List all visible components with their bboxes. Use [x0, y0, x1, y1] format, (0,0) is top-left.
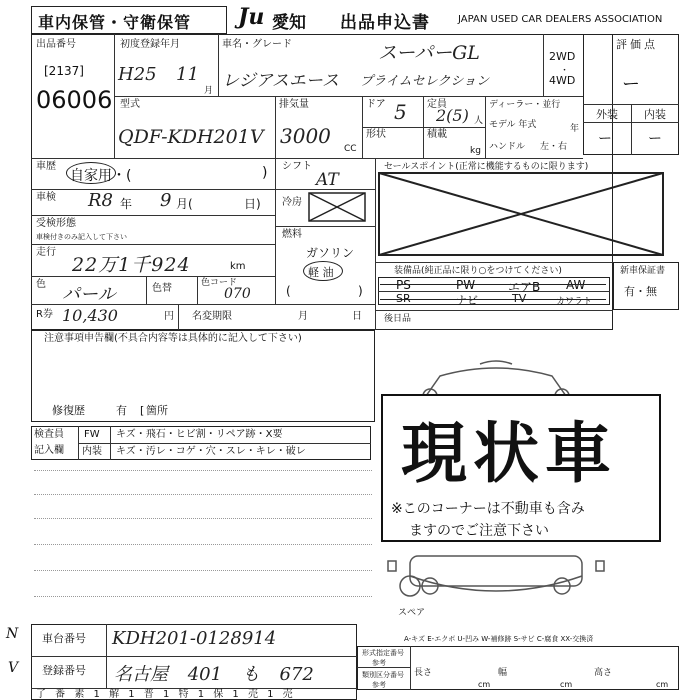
car-grade-2: プライムセレクション	[360, 74, 490, 89]
doors-value: 5	[394, 100, 407, 124]
color-value: パール	[62, 284, 116, 305]
fw-label: FW	[84, 429, 100, 440]
aircon-cross-box-icon	[308, 192, 366, 222]
handle-label: ハンドル	[489, 142, 526, 152]
color-swap-label: 色替	[152, 283, 172, 294]
mileage-label: 走行	[36, 247, 56, 258]
dim-length-unit: cm	[478, 680, 491, 689]
equipment-item-aw: AW	[566, 278, 586, 292]
rating-value: ー	[622, 74, 640, 95]
capacity-unit: 人	[474, 116, 484, 126]
capacity-label: 定員	[427, 99, 447, 110]
equipment-item-airbag: エアB	[508, 280, 541, 294]
shift-label: シフト	[282, 161, 312, 172]
rating-label: 評価点	[616, 38, 658, 51]
inspection-month-unit: 月(	[176, 197, 193, 211]
recycle-value: 10,430	[62, 306, 118, 325]
type-spec-label: 形式指定番号	[362, 649, 404, 657]
fuel-options: 軽 油	[308, 266, 334, 279]
inspection-label: 車検	[36, 192, 56, 203]
fuel-paren-open: (	[286, 284, 291, 298]
brand-name: 愛知	[272, 13, 306, 33]
displacement-unit: CC	[344, 144, 357, 154]
ju-logo: Ju	[238, 4, 265, 30]
interior-check-label: 内装	[82, 446, 102, 457]
stamp-note-2: ますのでご注意下さい	[409, 523, 549, 539]
repair-location-bracket: [	[140, 404, 145, 417]
load-unit: kg	[470, 146, 481, 156]
sales-points-cross-icon	[378, 172, 664, 256]
inspection-month: 9	[160, 190, 172, 211]
warranty-label: 新車保証書	[620, 266, 666, 276]
registration-month: 11	[176, 64, 199, 85]
dim-width-label: 幅	[498, 668, 508, 678]
doors-label: ドア	[366, 99, 386, 110]
equipment-item-sr: SR	[396, 292, 411, 305]
spare-label: スペア	[398, 608, 426, 618]
inspection-era: R8	[88, 190, 114, 211]
shift-value: AT	[316, 170, 339, 190]
drive-separator: ・	[560, 66, 570, 76]
warranty-options: 有・無	[624, 285, 657, 298]
dealer-label: ディーラー・並行	[489, 100, 561, 110]
car-name-label: 車名・グレード	[222, 39, 292, 50]
color-label: 色	[36, 279, 46, 290]
plate-mark: V	[8, 660, 19, 676]
repair-history-value: 有	[116, 404, 127, 417]
notes-label: 注意事項申告欄(不具合内容等は具体的に記入して下さい)	[44, 333, 302, 344]
equipment-item-pw: PW	[456, 278, 476, 292]
drive-4wd: 4WD	[549, 74, 576, 87]
equipment-item-camera: カワラト	[556, 297, 593, 307]
mileage-unit: km	[230, 261, 246, 272]
interior-check-items: キズ・汚レ・コゲ・穴・スレ・キレ・破レ	[116, 446, 306, 457]
stamp-note-1: ※このコーナーは不動車も含み	[391, 501, 585, 517]
stamp-title: 現状車	[401, 415, 617, 492]
repair-form-note: 車検付きのみ記入して下さい	[36, 233, 127, 241]
deadline-month-unit: 月	[298, 311, 308, 322]
displacement-value: 3000	[280, 124, 331, 148]
association-name: JAPAN USED CAR DEALERS ASSOCIATION	[458, 14, 663, 25]
interior-label: 内装	[644, 108, 666, 121]
chassis-value: KDH201-0128914	[112, 628, 277, 649]
equipment-strike-2	[380, 299, 606, 300]
mileage-value: 22万1千924	[72, 254, 191, 276]
aircon-label: 冷房	[282, 197, 302, 208]
type-spec-ref: 参考	[372, 659, 386, 667]
bottom-row: 了 番 素 1 解 1 普 1 特 1 保 1 売 1 売	[36, 689, 293, 700]
car-grade-1: スーパーGL	[378, 42, 480, 64]
history-close: )	[262, 165, 268, 181]
model-year-label: モデル 年式	[489, 120, 537, 130]
equipment-label: 装備品(純正品に限り○をつけてください)	[394, 266, 562, 276]
chassis-label: 車台番号	[42, 632, 86, 645]
class-spec-ref: 参考	[372, 681, 386, 689]
registration-label: 初度登録年月	[120, 39, 180, 50]
load-label: 積載	[427, 129, 447, 140]
equipment-item-tv: TV	[512, 292, 527, 305]
equipment-item-ps: PS	[396, 278, 411, 292]
class-spec-label: 類別区分番号	[362, 671, 404, 679]
shape-label: 形状	[366, 129, 386, 140]
history-label: 車歴	[36, 161, 56, 172]
equipment-strike-1	[380, 284, 606, 285]
dim-height-label: 高さ	[594, 668, 613, 678]
header-left-box	[31, 6, 227, 34]
dim-height-unit: cm	[656, 680, 669, 689]
registration-month-unit: 月	[204, 86, 214, 96]
deadline-label: 名変期限	[192, 311, 232, 322]
fuel-paren-close: )	[358, 284, 363, 298]
lot-number: 06006	[36, 86, 113, 114]
color-code-value: 070	[224, 286, 251, 302]
model-label: 型式	[120, 99, 140, 110]
displacement-label: 排気量	[279, 99, 309, 110]
deadline-day-unit: 日	[352, 311, 362, 322]
dim-length-label: 長さ	[414, 668, 433, 678]
registration-year: H25	[118, 64, 157, 85]
drive-2wd: 2WD	[549, 50, 576, 63]
car-name: レジアスエース	[222, 71, 340, 91]
inspector-label-1: 検査員	[34, 429, 64, 440]
fw-items: キズ・飛石・ヒビ割・リペア跡・X要	[116, 429, 283, 440]
exterior-value: ー	[598, 131, 612, 147]
repair-form-label: 受検形態	[36, 218, 76, 229]
recycle-label: R券	[36, 309, 53, 320]
plate-value: 名古屋 401 も 672	[114, 664, 314, 685]
spec-box	[357, 646, 679, 690]
model-value: QDF-KDH201V	[118, 126, 264, 148]
interior-value: ー	[648, 131, 662, 147]
inspection-day-unit: 日)	[244, 197, 261, 211]
inspector-label-2: 記入欄	[34, 445, 64, 456]
history-value: 自家用・(	[70, 168, 132, 184]
equipment-item-navi: ナビ	[456, 294, 478, 307]
inspection-year-unit: 年	[120, 197, 133, 211]
aftermarket-label: 後日品	[384, 314, 412, 324]
exterior-label: 外装	[596, 108, 618, 121]
form-title: 出品申込書	[340, 13, 430, 33]
fuel-value: ガソリン	[306, 246, 355, 260]
lot-code: [2137]	[44, 64, 84, 78]
storage-title: 車内保管・守衛保管	[38, 13, 192, 32]
recycle-unit: 円	[164, 311, 174, 322]
sales-points-label: セールスポイント(正常に機能するものに限ります)	[384, 162, 589, 172]
dim-width-unit: cm	[560, 680, 573, 689]
lot-label: 出品番号	[36, 39, 76, 50]
plate-label: 登録番号	[42, 664, 86, 677]
chassis-mark: N	[6, 626, 19, 642]
damage-legend: A-キズ E-エクボ U-凹み W-補修跡 S-サビ C-腐食 XX-交換済	[404, 635, 594, 643]
handle-options: 左・右	[540, 142, 568, 152]
repair-history-label: 修復歴	[52, 404, 85, 417]
model-year-unit: 年	[570, 124, 580, 134]
fuel-label: 燃料	[282, 229, 302, 240]
repair-location-label: 箇所	[146, 404, 168, 417]
current-condition-stamp	[381, 394, 661, 542]
color-code-label: 色コード	[201, 278, 238, 288]
capacity-value: 2(5)	[436, 106, 469, 125]
